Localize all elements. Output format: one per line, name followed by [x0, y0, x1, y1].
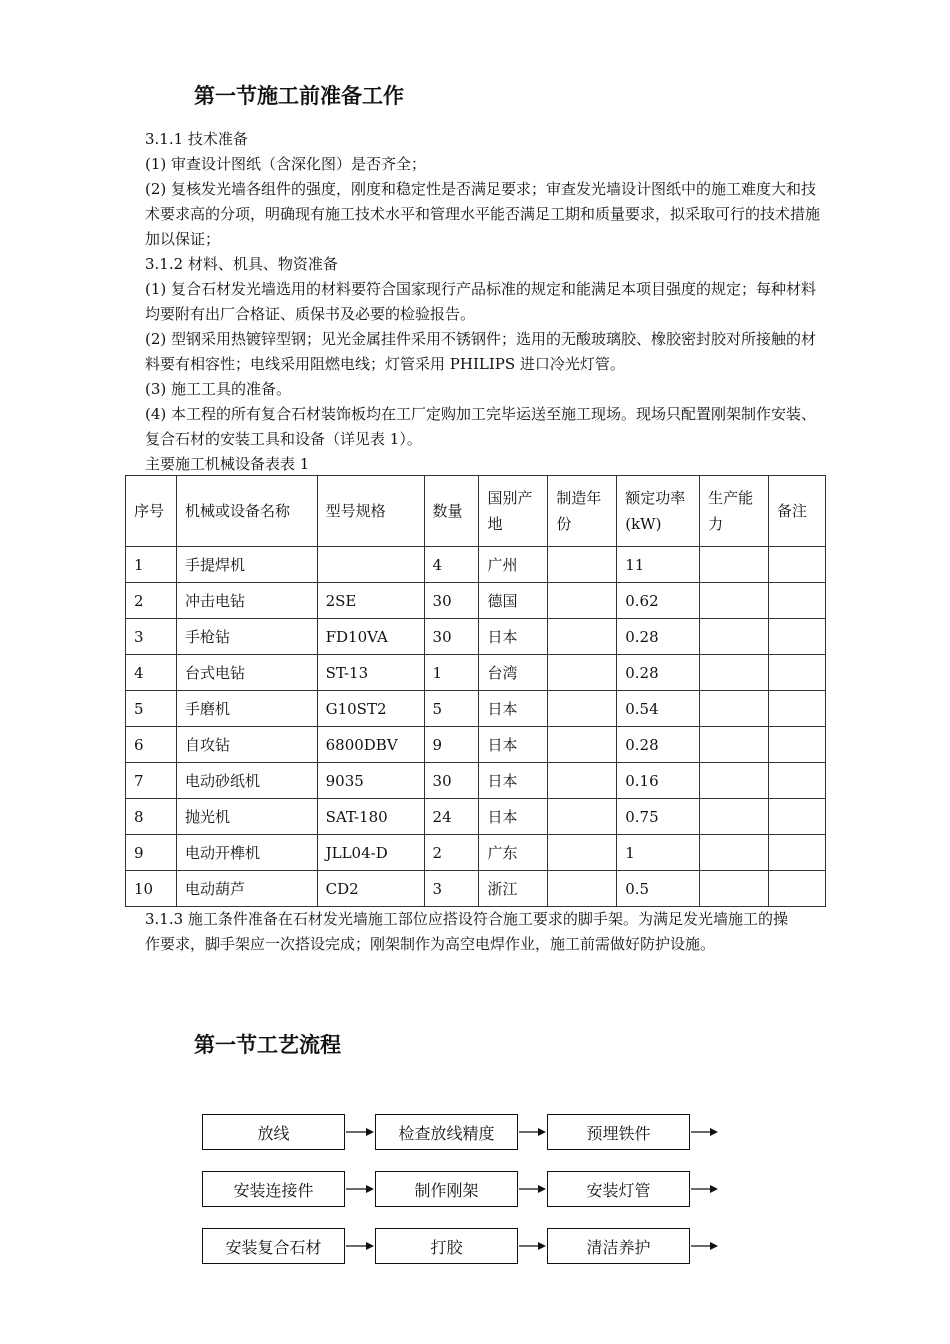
table-cell: SAT-180	[317, 799, 424, 835]
flow-step-check-accuracy: 检查放线精度	[375, 1114, 518, 1150]
flow-arrow-head	[710, 1128, 718, 1136]
item-material-standards: (1) 复合石材发光墙选用的材料要符合国家现行产品标准的规定和能满足本项目强度的规定；每种材料均要附有出厂合格证、质保书及必要的检验报告。	[145, 280, 817, 323]
table-cell: 自攻钻	[176, 727, 317, 763]
table-cell: 9	[126, 835, 177, 871]
flow-arrow-head	[366, 1185, 374, 1193]
table-cell: 广东	[479, 835, 548, 871]
heading-materials-prep: 3.1.2 材料、机具、物资准备	[145, 255, 338, 273]
heading-tech-prep: 3.1.1 技术准备	[145, 130, 248, 148]
table-cell: 3	[126, 619, 177, 655]
table-cell: 30	[424, 583, 479, 619]
table-cell: 6800DBV	[317, 727, 424, 763]
table-cell: 4	[126, 655, 177, 691]
table-cell: 2	[424, 835, 479, 871]
header-cell: 序号	[126, 476, 177, 547]
table-cell: 0.16	[617, 763, 700, 799]
table-cell: 0.54	[617, 691, 700, 727]
flow-step-setout: 放线	[202, 1114, 345, 1150]
header-cell: 备注	[769, 476, 826, 547]
table-cell: ST-13	[317, 655, 424, 691]
header-cell: 数量	[424, 476, 479, 547]
flow-step-embed-iron: 预埋铁件	[547, 1114, 690, 1150]
table-cell: 日本	[479, 619, 548, 655]
table-cell: 11	[617, 547, 700, 583]
flow-arrow-head	[366, 1242, 374, 1250]
table-cell: 2	[126, 583, 177, 619]
header-cell: 型号规格	[317, 476, 424, 547]
table-cell: 广州	[479, 547, 548, 583]
flow-step-clean-cure: 清洁养护	[547, 1228, 690, 1264]
table-cell: JLL04-D	[317, 835, 424, 871]
flow-step-glue: 打胶	[375, 1228, 518, 1264]
table-cell: 5	[126, 691, 177, 727]
table-cell: 5	[424, 691, 479, 727]
table-cell: 2SE	[317, 583, 424, 619]
table-cell: 1	[424, 655, 479, 691]
table-cell: CD2	[317, 871, 424, 907]
item-factory-processing: (4) 本工程的所有复合石材装饰板均在工厂定购加工完毕运送至施工现场。现场只配置刚架制作安装、复合石材的安装工具和设备（详见表 1）。	[145, 405, 817, 448]
table-cell: 6	[126, 727, 177, 763]
table-cell: 0.62	[617, 583, 700, 619]
table-cell: 电动砂纸机	[176, 763, 317, 799]
section-title-process-flow: 第一节工艺流程	[194, 1033, 341, 1057]
site-conditions-line-2: 作要求，脚手架应一次搭设完成；刚架制作为高空电焊作业，施工前需做好防护设施。	[145, 935, 716, 953]
item-steel-materials: (2) 型钢采用热镀锌型钢；见光金属挂件采用不锈钢件；选用的无酸玻璃胶、橡胶密封胶对所接触的材料要有相容性；电线采用阻燃电线；灯管采用 PHILIPS 进口冷光灯管。	[145, 330, 817, 373]
item-check-strength: (2) 复核发光墙各组件的强度，刚度和稳定性是否满足要求；审查发光墙设计图纸中的施工难度大和技术要求高的分项，明确现有施工技术水平和管理水平能否满足工期和质量要求，拟采取可行的技术措施加以保证；	[145, 180, 821, 248]
table-cell: 手提焊机	[176, 547, 317, 583]
table-cell: 0.28	[617, 727, 700, 763]
table-cell: 7	[126, 763, 177, 799]
flow-arrow-head	[710, 1242, 718, 1250]
flow-step-install-tubes: 安装灯管	[547, 1171, 690, 1207]
site-conditions-line-1: 3.1.3 施工条件准备在石材发光墙施工部位应搭设符合施工要求的脚手架。为满足发光墙施工的操	[145, 910, 788, 928]
table-cell: 德国	[479, 583, 548, 619]
table-cell: 电动开榫机	[176, 835, 317, 871]
table-cell: 3	[424, 871, 479, 907]
table-cell: 日本	[479, 727, 548, 763]
table-cell: 24	[424, 799, 479, 835]
header-cell: 制造年份	[548, 476, 617, 547]
header-cell: 生产能力	[700, 476, 769, 547]
table-cell: 4	[424, 547, 479, 583]
table-cell: 1	[617, 835, 700, 871]
item-review-drawings: (1) 审查设计图纸（含深化图）是否齐全；	[145, 155, 427, 173]
table-cell: 30	[424, 763, 479, 799]
table-cell: 日本	[479, 763, 548, 799]
table-cell: 抛光机	[176, 799, 317, 835]
table-cell: 9035	[317, 763, 424, 799]
table-cell: 0.75	[617, 799, 700, 835]
section-title-preparation: 第一节施工前准备工作	[194, 84, 404, 108]
flow-arrow-head	[538, 1242, 546, 1250]
table-cell: FD10VA	[317, 619, 424, 655]
table-cell: 1	[126, 547, 177, 583]
table-cell: 0.28	[617, 619, 700, 655]
flow-step-install-stone: 安装复合石材	[202, 1228, 345, 1264]
table-cell: 10	[126, 871, 177, 907]
table-cell: 30	[424, 619, 479, 655]
table-cell: 日本	[479, 799, 548, 835]
table-caption: 主要施工机械设备表表 1	[145, 455, 310, 473]
table-cell: 电动葫芦	[176, 871, 317, 907]
header-cell: 国别产地	[479, 476, 548, 547]
table-cell: 浙江	[479, 871, 548, 907]
item-tools-prep: (3) 施工工具的准备。	[145, 380, 292, 398]
table-cell: 0.28	[617, 655, 700, 691]
flow-arrow-head	[538, 1185, 546, 1193]
table-cell: 8	[126, 799, 177, 835]
table-cell: 台湾	[479, 655, 548, 691]
header-cell: 额定功率(kW)	[617, 476, 700, 547]
flow-arrow-head	[710, 1185, 718, 1193]
header-cell: 机械或设备名称	[176, 476, 317, 547]
table-cell: 手枪钻	[176, 619, 317, 655]
table-cell: 日本	[479, 691, 548, 727]
table-cell: 9	[424, 727, 479, 763]
table-cell: 台式电钻	[176, 655, 317, 691]
table-cell: 冲击电钻	[176, 583, 317, 619]
flow-arrow-head	[366, 1128, 374, 1136]
flow-step-make-frame: 制作刚架	[375, 1171, 518, 1207]
table-cell: 手磨机	[176, 691, 317, 727]
table-cell: 0.5	[617, 871, 700, 907]
flow-arrow-head	[538, 1128, 546, 1136]
flow-step-install-connectors: 安装连接件	[202, 1171, 345, 1207]
table-cell: G10ST2	[317, 691, 424, 727]
